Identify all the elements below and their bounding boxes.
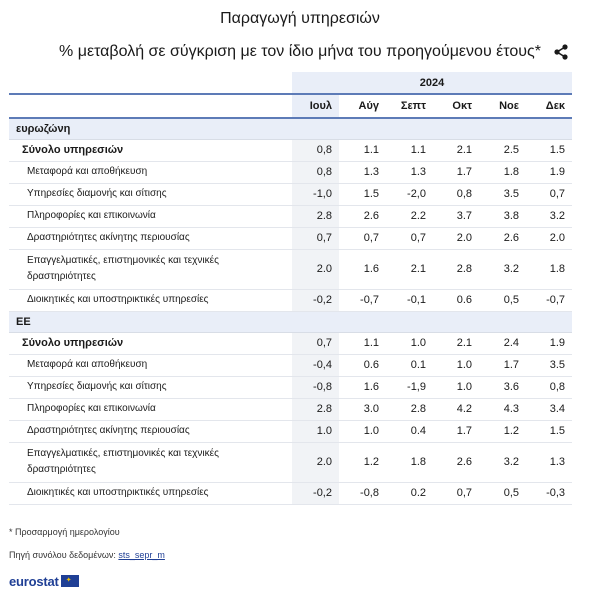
value-cell: 0.6 bbox=[339, 354, 386, 376]
value-cell: 0,8 bbox=[526, 376, 572, 398]
row-label: Επαγγελματικές, επιστημονικές και τεχνικές δραστηριότητες bbox=[9, 442, 292, 482]
share-icon[interactable] bbox=[553, 44, 569, 60]
year-header-blank bbox=[9, 72, 292, 94]
value-cell: 1.5 bbox=[526, 139, 572, 161]
table-row bbox=[9, 376, 572, 398]
month-header: Δεκ bbox=[526, 94, 572, 118]
row-label: Σύνολο υπηρεσιών bbox=[9, 139, 292, 161]
value-cell: 3.5 bbox=[526, 354, 572, 376]
value-cell: 3.4 bbox=[526, 398, 572, 420]
table-row bbox=[9, 227, 572, 249]
value-cell: -0,4 bbox=[292, 354, 339, 376]
value-cell: 1.2 bbox=[479, 420, 526, 442]
value-cell: 2.1 bbox=[433, 139, 479, 161]
value-cell: -2,0 bbox=[386, 183, 433, 205]
source-dataset-link[interactable]: sts_sepr_m bbox=[118, 550, 165, 560]
month-header: Οκτ bbox=[433, 94, 479, 118]
value-cell: 1.1 bbox=[339, 332, 386, 354]
value-cell: 1.3 bbox=[526, 442, 572, 482]
section-name: ΕΕ bbox=[9, 311, 572, 332]
section-name: ευρωζώνη bbox=[9, 118, 572, 139]
row-label: Μεταφορά και αποθήκευση bbox=[9, 354, 292, 376]
value-cell: 2.6 bbox=[339, 205, 386, 227]
value-cell: -1,9 bbox=[386, 376, 433, 398]
table-row bbox=[9, 420, 572, 442]
value-cell: 2.8 bbox=[433, 249, 479, 289]
value-cell: 0.4 bbox=[386, 420, 433, 442]
value-cell: 0,8 bbox=[433, 183, 479, 205]
table-row bbox=[9, 354, 572, 376]
table-row bbox=[9, 289, 572, 311]
value-cell: 0.6 bbox=[433, 289, 479, 311]
table-row bbox=[9, 161, 572, 183]
value-cell: 4.2 bbox=[433, 398, 479, 420]
value-cell: -0,7 bbox=[339, 289, 386, 311]
table-row bbox=[9, 249, 572, 289]
month-header: Σεπτ bbox=[386, 94, 433, 118]
value-cell: 2.6 bbox=[479, 227, 526, 249]
value-cell: 4.3 bbox=[479, 398, 526, 420]
value-cell: 2.0 bbox=[292, 249, 339, 289]
year-header-row bbox=[9, 72, 572, 94]
value-cell: 2.4 bbox=[479, 332, 526, 354]
value-cell: 0.1 bbox=[386, 354, 433, 376]
value-cell: -0,2 bbox=[292, 289, 339, 311]
value-cell: 1.0 bbox=[433, 354, 479, 376]
value-cell: 2.8 bbox=[386, 398, 433, 420]
chart-title: Παραγωγή υπηρεσιών bbox=[220, 10, 380, 27]
value-cell: 2.8 bbox=[292, 205, 339, 227]
value-cell: 1.9 bbox=[526, 161, 572, 183]
value-cell: 3.5 bbox=[479, 183, 526, 205]
table-row bbox=[9, 482, 572, 504]
value-cell: 3.2 bbox=[479, 442, 526, 482]
data-table-container bbox=[9, 72, 572, 505]
table-row bbox=[9, 139, 572, 161]
value-cell: -0,2 bbox=[292, 482, 339, 504]
value-cell: 1.8 bbox=[526, 249, 572, 289]
logo-text: eurostat bbox=[9, 573, 59, 589]
value-cell: 1.0 bbox=[339, 420, 386, 442]
table-row bbox=[9, 398, 572, 420]
value-cell: 2.8 bbox=[292, 398, 339, 420]
chart-subtitle: % μεταβολή σε σύγκριση με τον ίδιο μήνα του προηγούμενου έτους* bbox=[59, 43, 541, 60]
section-header-row bbox=[9, 311, 572, 332]
value-cell: 2.0 bbox=[526, 227, 572, 249]
value-cell: 2.6 bbox=[433, 442, 479, 482]
month-header: Νοε bbox=[479, 94, 526, 118]
eurostat-logo[interactable] bbox=[9, 573, 79, 589]
value-cell: 1.9 bbox=[526, 332, 572, 354]
value-cell: 1.7 bbox=[433, 420, 479, 442]
month-header-blank bbox=[9, 94, 292, 118]
row-label: Επαγγελματικές, επιστημονικές και τεχνικές δραστηριότητες bbox=[9, 249, 292, 289]
value-cell: 0,7 bbox=[386, 227, 433, 249]
row-label: Δραστηριότητες ακίνητης περιουσίας bbox=[9, 420, 292, 442]
value-cell: 2.0 bbox=[433, 227, 479, 249]
table-row bbox=[9, 205, 572, 227]
source-prefix: Πηγή συνόλου δεδομένων: bbox=[9, 550, 116, 560]
value-cell: 1.6 bbox=[339, 376, 386, 398]
value-cell: 1.3 bbox=[339, 161, 386, 183]
footnote: * Προσαρμογή ημερολογίου bbox=[9, 527, 120, 537]
row-label: Δραστηριότητες ακίνητης περιουσίας bbox=[9, 227, 292, 249]
value-cell: 1.8 bbox=[479, 161, 526, 183]
value-cell: 3.2 bbox=[479, 249, 526, 289]
year-header: 2024 bbox=[292, 72, 572, 94]
value-cell: 0,7 bbox=[433, 482, 479, 504]
value-cell: -0,8 bbox=[339, 482, 386, 504]
value-cell: 3.2 bbox=[526, 205, 572, 227]
value-cell: 3.6 bbox=[479, 376, 526, 398]
value-cell: 1.8 bbox=[386, 442, 433, 482]
value-cell: 1.2 bbox=[339, 442, 386, 482]
value-cell: 1.5 bbox=[339, 183, 386, 205]
value-cell: 1.5 bbox=[526, 420, 572, 442]
value-cell: 0,5 bbox=[479, 482, 526, 504]
value-cell: 1.7 bbox=[479, 354, 526, 376]
row-label: Διοικητικές και υποστηρικτικές υπηρεσίες bbox=[9, 482, 292, 504]
value-cell: 2.1 bbox=[386, 249, 433, 289]
value-cell: 1.0 bbox=[386, 332, 433, 354]
data-table bbox=[9, 72, 572, 505]
source-line bbox=[9, 550, 165, 560]
value-cell: -0,1 bbox=[386, 289, 433, 311]
value-cell: -0,8 bbox=[292, 376, 339, 398]
value-cell: 0,7 bbox=[339, 227, 386, 249]
value-cell: 0.2 bbox=[386, 482, 433, 504]
table-row bbox=[9, 183, 572, 205]
value-cell: 0,7 bbox=[526, 183, 572, 205]
value-cell: 1.0 bbox=[433, 376, 479, 398]
table-row bbox=[9, 442, 572, 482]
table-body bbox=[9, 118, 572, 504]
value-cell: 2.1 bbox=[433, 332, 479, 354]
value-cell: 2.2 bbox=[386, 205, 433, 227]
row-label: Σύνολο υπηρεσιών bbox=[9, 332, 292, 354]
value-cell: 1.3 bbox=[386, 161, 433, 183]
value-cell: 0,5 bbox=[479, 289, 526, 311]
value-cell: 1.0 bbox=[292, 420, 339, 442]
value-cell: 1.6 bbox=[339, 249, 386, 289]
row-label: Υπηρεσίες διαμονής και σίτισης bbox=[9, 376, 292, 398]
row-label: Διοικητικές και υποστηρικτικές υπηρεσίες bbox=[9, 289, 292, 311]
section-header-row bbox=[9, 118, 572, 139]
month-header: Αύγ bbox=[339, 94, 386, 118]
value-cell: 0,7 bbox=[292, 227, 339, 249]
value-cell: 1.7 bbox=[433, 161, 479, 183]
row-label: Πληροφορίες και επικοινωνία bbox=[9, 398, 292, 420]
row-label: Πληροφορίες και επικοινωνία bbox=[9, 205, 292, 227]
value-cell: 0,7 bbox=[292, 332, 339, 354]
value-cell: -0,3 bbox=[526, 482, 572, 504]
value-cell: 2.5 bbox=[479, 139, 526, 161]
value-cell: 3.7 bbox=[433, 205, 479, 227]
row-label: Υπηρεσίες διαμονής και σίτισης bbox=[9, 183, 292, 205]
month-header-row bbox=[9, 94, 572, 118]
row-label: Μεταφορά και αποθήκευση bbox=[9, 161, 292, 183]
value-cell: 1.1 bbox=[339, 139, 386, 161]
value-cell: 0,8 bbox=[292, 161, 339, 183]
value-cell: 2.0 bbox=[292, 442, 339, 482]
value-cell: 0,8 bbox=[292, 139, 339, 161]
eu-flag-icon: ✦ bbox=[61, 575, 79, 587]
table-row bbox=[9, 332, 572, 354]
value-cell: 3.8 bbox=[479, 205, 526, 227]
value-cell: 3.0 bbox=[339, 398, 386, 420]
month-header: Ιουλ bbox=[292, 94, 339, 118]
value-cell: -0,7 bbox=[526, 289, 572, 311]
value-cell: 1.1 bbox=[386, 139, 433, 161]
value-cell: -1,0 bbox=[292, 183, 339, 205]
